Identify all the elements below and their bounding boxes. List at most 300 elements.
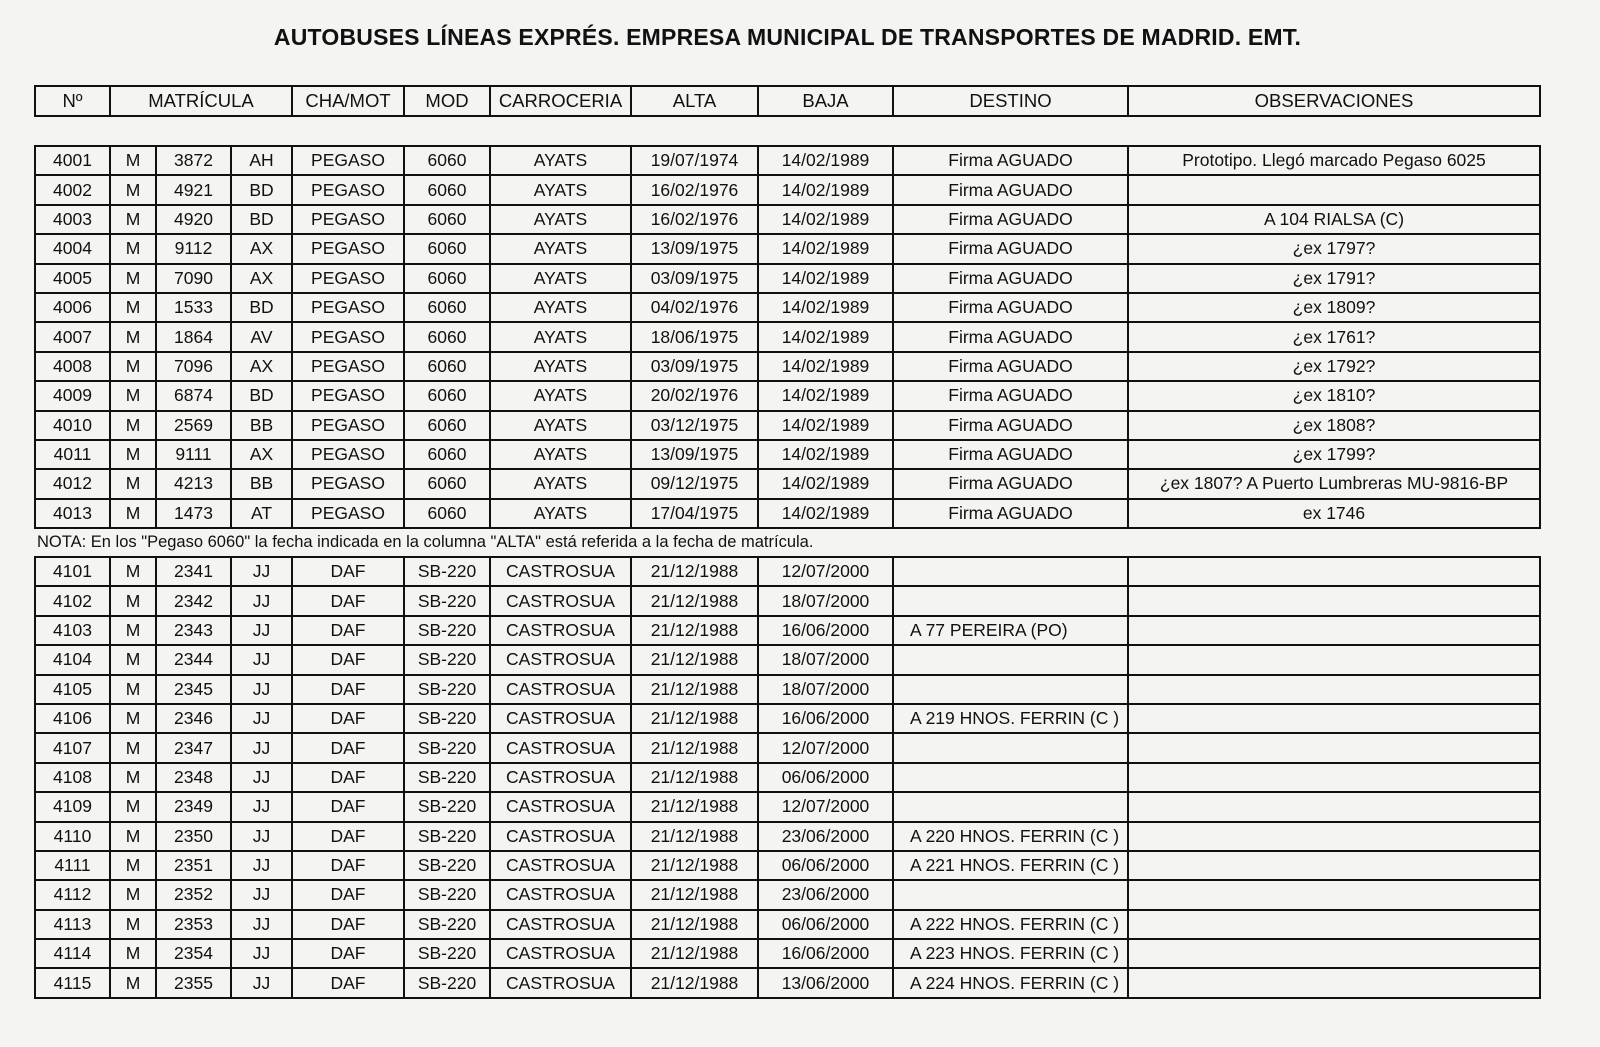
- cell-model: SB-220: [404, 851, 490, 880]
- note: NOTA: En los "Pegaso 6060" la fecha indicada en la columna "ALTA" está referida a la fecha de matrícula.: [37, 533, 814, 551]
- table-row: [35, 763, 1540, 792]
- cell-province: M: [110, 616, 156, 645]
- cell-destino: Firma AGUADO: [893, 469, 1128, 498]
- cell-province: M: [110, 704, 156, 733]
- cell-baja: 13/06/2000: [758, 968, 893, 997]
- cell-plate-number: 2352: [156, 880, 231, 909]
- cell-alta: 21/12/1988: [631, 880, 758, 909]
- cell-plate-letters: JJ: [231, 763, 292, 792]
- cell-observaciones: ¿ex 1797?: [1128, 234, 1540, 263]
- cell-chassis: DAF: [292, 645, 404, 674]
- cell-plate-letters: AX: [231, 352, 292, 381]
- cell-plate-number: 3872: [156, 146, 231, 175]
- cell-bodywork: AYATS: [490, 411, 631, 440]
- cell-model: 6060: [404, 175, 490, 204]
- cell-baja: 12/07/2000: [758, 557, 893, 586]
- cell-plate-letters: JJ: [231, 704, 292, 733]
- cell-chassis: PEGASO: [292, 499, 404, 528]
- document-title: AUTOBUSES LÍNEAS EXPRÉS. EMPRESA MUNICIPAL DE TRANSPORTES DE MADRID. EMT.: [273, 24, 1302, 50]
- cell-alta: 13/09/1975: [631, 234, 758, 263]
- cell-province: M: [110, 733, 156, 762]
- cell-alta: 03/12/1975: [631, 411, 758, 440]
- cell-baja: 14/02/1989: [758, 234, 893, 263]
- cell-plate-number: 2346: [156, 704, 231, 733]
- cell-chassis: PEGASO: [292, 352, 404, 381]
- cell-plate-letters: BD: [231, 205, 292, 234]
- cell-no: 4011: [35, 440, 110, 469]
- cell-no: 4110: [35, 822, 110, 851]
- cell-alta: 04/02/1976: [631, 293, 758, 322]
- cell-bodywork: CASTROSUA: [490, 968, 631, 997]
- cell-plate-number: 6874: [156, 381, 231, 410]
- cell-chassis: DAF: [292, 792, 404, 821]
- cell-province: M: [110, 469, 156, 498]
- cell-alta: 16/02/1976: [631, 175, 758, 204]
- cell-province: M: [110, 411, 156, 440]
- cell-no: 4005: [35, 264, 110, 293]
- cell-plate-letters: JJ: [231, 557, 292, 586]
- cell-observaciones: [1128, 733, 1540, 762]
- cell-alta: 21/12/1988: [631, 645, 758, 674]
- cell-model: 6060: [404, 234, 490, 263]
- cell-observaciones: [1128, 822, 1540, 851]
- cell-model: 6060: [404, 205, 490, 234]
- cell-destino: A 219 HNOS. FERRIN (C ): [893, 704, 1128, 733]
- cell-destino: Firma AGUADO: [893, 322, 1128, 351]
- cell-plate-letters: JJ: [231, 586, 292, 615]
- header-no: Nº: [35, 86, 110, 116]
- cell-bodywork: AYATS: [490, 175, 631, 204]
- cell-baja: 14/02/1989: [758, 205, 893, 234]
- cell-no: 4103: [35, 616, 110, 645]
- cell-no: 4013: [35, 499, 110, 528]
- table-row: [35, 146, 1540, 175]
- cell-plate-letters: JJ: [231, 616, 292, 645]
- cell-no: 4109: [35, 792, 110, 821]
- cell-plate-number: 2569: [156, 411, 231, 440]
- cell-bodywork: CASTROSUA: [490, 792, 631, 821]
- cell-chassis: PEGASO: [292, 234, 404, 263]
- cell-destino: Firma AGUADO: [893, 205, 1128, 234]
- cell-bodywork: CASTROSUA: [490, 616, 631, 645]
- cell-chassis: DAF: [292, 822, 404, 851]
- cell-destino: A 221 HNOS. FERRIN (C ): [893, 851, 1128, 880]
- cell-plate-number: 4920: [156, 205, 231, 234]
- cell-alta: 03/09/1975: [631, 352, 758, 381]
- cell-chassis: DAF: [292, 733, 404, 762]
- cell-alta: 18/06/1975: [631, 322, 758, 351]
- cell-model: 6060: [404, 499, 490, 528]
- cell-bodywork: CASTROSUA: [490, 704, 631, 733]
- cell-no: 4113: [35, 910, 110, 939]
- cell-bodywork: AYATS: [490, 322, 631, 351]
- cell-alta: 21/12/1988: [631, 792, 758, 821]
- cell-model: 6060: [404, 440, 490, 469]
- cell-alta: 21/12/1988: [631, 675, 758, 704]
- cell-baja: 23/06/2000: [758, 822, 893, 851]
- cell-bodywork: AYATS: [490, 352, 631, 381]
- cell-alta: 21/12/1988: [631, 733, 758, 762]
- cell-model: SB-220: [404, 733, 490, 762]
- cell-baja: 12/07/2000: [758, 792, 893, 821]
- cell-plate-letters: BD: [231, 381, 292, 410]
- cell-observaciones: [1128, 557, 1540, 586]
- cell-destino: Firma AGUADO: [893, 381, 1128, 410]
- cell-plate-letters: BD: [231, 293, 292, 322]
- cell-plate-letters: JJ: [231, 645, 292, 674]
- cell-destino: [893, 675, 1128, 704]
- cell-alta: 21/12/1988: [631, 910, 758, 939]
- cell-no: 4105: [35, 675, 110, 704]
- cell-model: 6060: [404, 352, 490, 381]
- cell-province: M: [110, 440, 156, 469]
- cell-baja: 06/06/2000: [758, 851, 893, 880]
- cell-plate-letters: AV: [231, 322, 292, 351]
- cell-province: M: [110, 792, 156, 821]
- cell-alta: 21/12/1988: [631, 939, 758, 968]
- cell-alta: 21/12/1988: [631, 616, 758, 645]
- table-row: [35, 910, 1540, 939]
- table-row: [35, 586, 1540, 615]
- cell-model: SB-220: [404, 704, 490, 733]
- cell-plate-number: 2343: [156, 616, 231, 645]
- cell-model: SB-220: [404, 792, 490, 821]
- table-row: [35, 381, 1540, 410]
- cell-observaciones: ¿ex 1799?: [1128, 440, 1540, 469]
- cell-plate-letters: JJ: [231, 675, 292, 704]
- cell-chassis: PEGASO: [292, 381, 404, 410]
- cell-plate-letters: BB: [231, 469, 292, 498]
- cell-observaciones: ¿ex 1761?: [1128, 322, 1540, 351]
- cell-observaciones: Prototipo. Llegó marcado Pegaso 6025: [1128, 146, 1540, 175]
- cell-plate-letters: AX: [231, 264, 292, 293]
- header-baja: BAJA: [758, 86, 893, 116]
- cell-alta: 21/12/1988: [631, 557, 758, 586]
- cell-model: 6060: [404, 146, 490, 175]
- cell-model: SB-220: [404, 616, 490, 645]
- cell-alta: 21/12/1988: [631, 822, 758, 851]
- cell-province: M: [110, 293, 156, 322]
- cell-no: 4010: [35, 411, 110, 440]
- cell-no: 4009: [35, 381, 110, 410]
- cell-plate-letters: AX: [231, 440, 292, 469]
- table-row: [35, 645, 1540, 674]
- cell-no: 4007: [35, 322, 110, 351]
- cell-bodywork: CASTROSUA: [490, 763, 631, 792]
- cell-baja: 14/02/1989: [758, 264, 893, 293]
- table-row: [35, 322, 1540, 351]
- cell-plate-letters: AH: [231, 146, 292, 175]
- cell-bodywork: CASTROSUA: [490, 910, 631, 939]
- cell-model: SB-220: [404, 822, 490, 851]
- cell-observaciones: ex 1746: [1128, 499, 1540, 528]
- cell-destino: Firma AGUADO: [893, 175, 1128, 204]
- cell-province: M: [110, 557, 156, 586]
- cell-chassis: PEGASO: [292, 411, 404, 440]
- cell-province: M: [110, 880, 156, 909]
- cell-observaciones: [1128, 968, 1540, 997]
- cell-chassis: PEGASO: [292, 469, 404, 498]
- cell-observaciones: [1128, 763, 1540, 792]
- cell-plate-number: 2349: [156, 792, 231, 821]
- cell-province: M: [110, 675, 156, 704]
- cell-alta: 20/02/1976: [631, 381, 758, 410]
- cell-province: M: [110, 175, 156, 204]
- table-row: [35, 851, 1540, 880]
- cell-bodywork: AYATS: [490, 264, 631, 293]
- cell-bodywork: CASTROSUA: [490, 880, 631, 909]
- cell-baja: 18/07/2000: [758, 675, 893, 704]
- cell-observaciones: [1128, 880, 1540, 909]
- cell-plate-number: 2345: [156, 675, 231, 704]
- table-row: [35, 440, 1540, 469]
- cell-no: 4006: [35, 293, 110, 322]
- cell-destino: A 224 HNOS. FERRIN (C ): [893, 968, 1128, 997]
- cell-province: M: [110, 499, 156, 528]
- cell-plate-number: 4213: [156, 469, 231, 498]
- cell-chassis: PEGASO: [292, 205, 404, 234]
- cell-no: 4002: [35, 175, 110, 204]
- cell-province: M: [110, 910, 156, 939]
- cell-baja: 14/02/1989: [758, 146, 893, 175]
- cell-plate-letters: AX: [231, 234, 292, 263]
- cell-province: M: [110, 381, 156, 410]
- cell-no: 4106: [35, 704, 110, 733]
- cell-province: M: [110, 146, 156, 175]
- cell-plate-number: 9112: [156, 234, 231, 263]
- table-row: [35, 968, 1540, 997]
- cell-bodywork: AYATS: [490, 146, 631, 175]
- cell-model: SB-220: [404, 910, 490, 939]
- cell-model: SB-220: [404, 763, 490, 792]
- cell-bodywork: AYATS: [490, 440, 631, 469]
- table-row: [35, 205, 1540, 234]
- cell-bodywork: CASTROSUA: [490, 939, 631, 968]
- cell-baja: 14/02/1989: [758, 499, 893, 528]
- cell-province: M: [110, 234, 156, 263]
- table-row: [35, 557, 1540, 586]
- cell-no: 4108: [35, 763, 110, 792]
- header-cha-mot: CHA/MOT: [292, 86, 404, 116]
- cell-destino: A 220 HNOS. FERRIN (C ): [893, 822, 1128, 851]
- cell-no: 4008: [35, 352, 110, 381]
- cell-baja: 14/02/1989: [758, 411, 893, 440]
- cell-observaciones: [1128, 851, 1540, 880]
- header-observaciones: OBSERVACIONES: [1128, 86, 1540, 116]
- cell-alta: 09/12/1975: [631, 469, 758, 498]
- cell-plate-number: 1473: [156, 499, 231, 528]
- table-row: [35, 264, 1540, 293]
- cell-observaciones: ¿ex 1810?: [1128, 381, 1540, 410]
- cell-observaciones: [1128, 616, 1540, 645]
- cell-model: SB-220: [404, 557, 490, 586]
- header-destino: DESTINO: [893, 86, 1128, 116]
- cell-chassis: DAF: [292, 880, 404, 909]
- cell-observaciones: ¿ex 1809?: [1128, 293, 1540, 322]
- cell-plate-number: 1864: [156, 322, 231, 351]
- cell-bodywork: AYATS: [490, 234, 631, 263]
- cell-destino: [893, 733, 1128, 762]
- cell-observaciones: [1128, 645, 1540, 674]
- cell-destino: [893, 557, 1128, 586]
- header-matricula: MATRÍCULA: [110, 86, 292, 116]
- cell-no: 4107: [35, 733, 110, 762]
- cell-observaciones: [1128, 675, 1540, 704]
- cell-bodywork: AYATS: [490, 293, 631, 322]
- cell-observaciones: ¿ex 1792?: [1128, 352, 1540, 381]
- cell-baja: 14/02/1989: [758, 322, 893, 351]
- cell-bodywork: CASTROSUA: [490, 675, 631, 704]
- cell-chassis: DAF: [292, 586, 404, 615]
- cell-province: M: [110, 352, 156, 381]
- cell-destino: [893, 880, 1128, 909]
- cell-destino: Firma AGUADO: [893, 499, 1128, 528]
- cell-baja: 12/07/2000: [758, 733, 893, 762]
- header-alta: ALTA: [631, 86, 758, 116]
- cell-baja: 14/02/1989: [758, 293, 893, 322]
- cell-baja: 06/06/2000: [758, 763, 893, 792]
- table-row: [35, 234, 1540, 263]
- cell-chassis: DAF: [292, 763, 404, 792]
- cell-chassis: PEGASO: [292, 146, 404, 175]
- cell-baja: 14/02/1989: [758, 381, 893, 410]
- cell-bodywork: CASTROSUA: [490, 557, 631, 586]
- cell-baja: 06/06/2000: [758, 910, 893, 939]
- cell-plate-number: 2348: [156, 763, 231, 792]
- cell-plate-letters: JJ: [231, 733, 292, 762]
- cell-province: M: [110, 822, 156, 851]
- cell-plate-letters: BB: [231, 411, 292, 440]
- cell-chassis: DAF: [292, 939, 404, 968]
- cell-destino: Firma AGUADO: [893, 440, 1128, 469]
- cell-alta: 17/04/1975: [631, 499, 758, 528]
- cell-destino: A 223 HNOS. FERRIN (C ): [893, 939, 1128, 968]
- header-carroceria: CARROCERIA: [490, 86, 631, 116]
- cell-baja: 14/02/1989: [758, 352, 893, 381]
- cell-chassis: PEGASO: [292, 264, 404, 293]
- cell-no: 4102: [35, 586, 110, 615]
- cell-observaciones: ¿ex 1791?: [1128, 264, 1540, 293]
- cell-observaciones: [1128, 704, 1540, 733]
- cell-observaciones: [1128, 910, 1540, 939]
- cell-no: 4004: [35, 234, 110, 263]
- cell-destino: [893, 645, 1128, 674]
- cell-bodywork: CASTROSUA: [490, 822, 631, 851]
- cell-model: SB-220: [404, 968, 490, 997]
- cell-bodywork: CASTROSUA: [490, 733, 631, 762]
- cell-destino: Firma AGUADO: [893, 264, 1128, 293]
- cell-model: 6060: [404, 411, 490, 440]
- cell-no: 4112: [35, 880, 110, 909]
- cell-bodywork: AYATS: [490, 469, 631, 498]
- cell-chassis: DAF: [292, 616, 404, 645]
- cell-province: M: [110, 968, 156, 997]
- table-row: [35, 175, 1540, 204]
- cell-alta: 19/07/1974: [631, 146, 758, 175]
- cell-model: SB-220: [404, 939, 490, 968]
- cell-plate-letters: JJ: [231, 939, 292, 968]
- cell-alta: 21/12/1988: [631, 968, 758, 997]
- cell-bodywork: CASTROSUA: [490, 586, 631, 615]
- cell-plate-number: 2350: [156, 822, 231, 851]
- table-row: [35, 616, 1540, 645]
- cell-observaciones: [1128, 586, 1540, 615]
- cell-plate-number: 7090: [156, 264, 231, 293]
- cell-destino: [893, 792, 1128, 821]
- cell-baja: 16/06/2000: [758, 704, 893, 733]
- cell-bodywork: AYATS: [490, 205, 631, 234]
- cell-baja: 18/07/2000: [758, 586, 893, 615]
- cell-plate-letters: JJ: [231, 792, 292, 821]
- cell-no: 4003: [35, 205, 110, 234]
- cell-plate-number: 2355: [156, 968, 231, 997]
- cell-observaciones: ¿ex 1807? A Puerto Lumbreras MU-9816-BP: [1128, 469, 1540, 498]
- table-row: [35, 352, 1540, 381]
- cell-baja: 23/06/2000: [758, 880, 893, 909]
- cell-province: M: [110, 645, 156, 674]
- cell-baja: 16/06/2000: [758, 939, 893, 968]
- cell-province: M: [110, 939, 156, 968]
- table-row: [35, 939, 1540, 968]
- cell-alta: 13/09/1975: [631, 440, 758, 469]
- cell-observaciones: ¿ex 1808?: [1128, 411, 1540, 440]
- cell-plate-number: 2353: [156, 910, 231, 939]
- table-row: [35, 675, 1540, 704]
- cell-alta: 21/12/1988: [631, 851, 758, 880]
- cell-model: 6060: [404, 293, 490, 322]
- cell-alta: 21/12/1988: [631, 704, 758, 733]
- cell-observaciones: [1128, 939, 1540, 968]
- cell-plate-letters: AT: [231, 499, 292, 528]
- cell-destino: [893, 763, 1128, 792]
- table-row: [35, 733, 1540, 762]
- cell-province: M: [110, 322, 156, 351]
- cell-destino: A 77 PEREIRA (PO): [893, 616, 1128, 645]
- cell-destino: Firma AGUADO: [893, 146, 1128, 175]
- cell-no: 4111: [35, 851, 110, 880]
- cell-baja: 14/02/1989: [758, 469, 893, 498]
- cell-model: SB-220: [404, 586, 490, 615]
- cell-plate-number: 2347: [156, 733, 231, 762]
- cell-chassis: PEGASO: [292, 440, 404, 469]
- cell-bodywork: CASTROSUA: [490, 851, 631, 880]
- cell-chassis: PEGASO: [292, 175, 404, 204]
- cell-plate-letters: JJ: [231, 910, 292, 939]
- cell-no: 4101: [35, 557, 110, 586]
- cell-plate-number: 2341: [156, 557, 231, 586]
- cell-plate-letters: JJ: [231, 880, 292, 909]
- cell-chassis: DAF: [292, 968, 404, 997]
- cell-chassis: DAF: [292, 910, 404, 939]
- cell-destino: Firma AGUADO: [893, 293, 1128, 322]
- cell-chassis: DAF: [292, 704, 404, 733]
- cell-destino: A 222 HNOS. FERRIN (C ): [893, 910, 1128, 939]
- cell-chassis: DAF: [292, 557, 404, 586]
- cell-alta: 03/09/1975: [631, 264, 758, 293]
- cell-no: 4115: [35, 968, 110, 997]
- table-row: [35, 499, 1540, 528]
- cell-province: M: [110, 586, 156, 615]
- cell-province: M: [110, 264, 156, 293]
- cell-bodywork: AYATS: [490, 499, 631, 528]
- table-row: [35, 792, 1540, 821]
- header-table: [34, 85, 1541, 117]
- cell-alta: 21/12/1988: [631, 763, 758, 792]
- table-row: [35, 411, 1540, 440]
- cell-baja: 18/07/2000: [758, 645, 893, 674]
- cell-plate-number: 7096: [156, 352, 231, 381]
- cell-alta: 21/12/1988: [631, 586, 758, 615]
